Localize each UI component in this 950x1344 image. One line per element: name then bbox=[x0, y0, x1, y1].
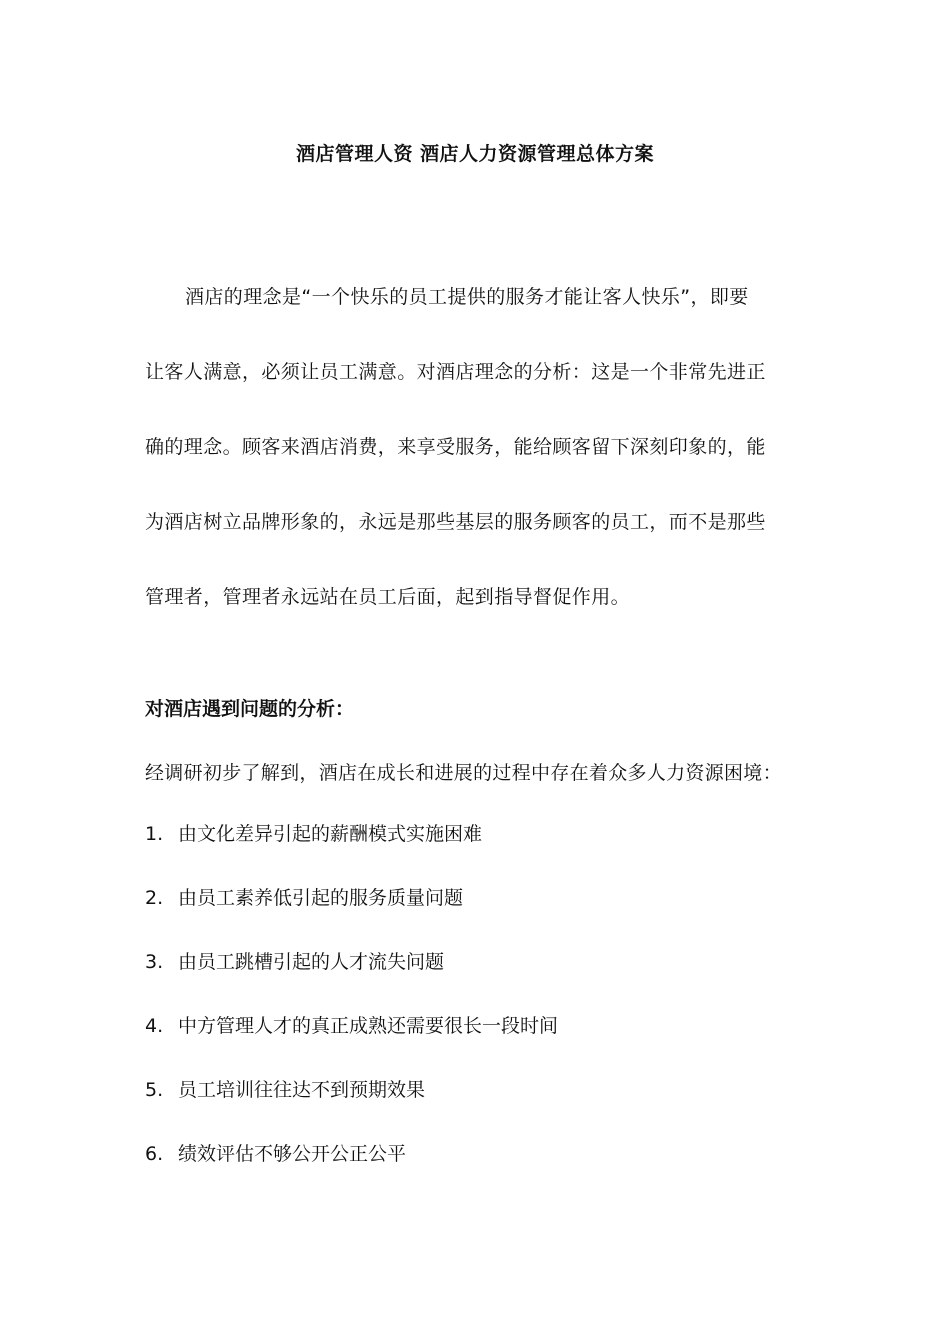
list-item-text: 由文化差异引起的薪酬模式实施困难 bbox=[178, 823, 483, 845]
list-item-number: 3. bbox=[145, 951, 164, 973]
list-item-text: 绩效评估不够公开公正公平 bbox=[178, 1143, 407, 1165]
paragraph-line: 酒店的理念是“一个快乐的员工提供的服务才能让客人快乐”，即要 bbox=[185, 286, 749, 308]
list-item bbox=[145, 820, 558, 884]
list-item bbox=[145, 1012, 558, 1076]
paragraph-line: 让客人满意，必须让员工满意。对酒店理念的分析：这是一个非常先进正 bbox=[145, 361, 766, 383]
list-item-number: 5. bbox=[145, 1079, 164, 1101]
issues-list bbox=[145, 820, 558, 1204]
list-item-number: 2. bbox=[145, 887, 164, 909]
paragraph-line: 为酒店树立品牌形象的，永远是那些基层的服务顾客的员工，而不是那些 bbox=[145, 511, 766, 533]
section-heading: 对酒店遇到问题的分析： bbox=[145, 698, 355, 720]
list-item bbox=[145, 1140, 558, 1204]
list-item-text: 中方管理人才的真正成熟还需要很长一段时间 bbox=[178, 1015, 559, 1037]
list-item bbox=[145, 948, 558, 1012]
list-item-number: 1. bbox=[145, 823, 164, 845]
list-item-number: 4. bbox=[145, 1015, 164, 1037]
list-item-number: 6. bbox=[145, 1143, 164, 1165]
list-item bbox=[145, 1076, 558, 1140]
paragraph-line: 确的理念。顾客来酒店消费，来享受服务，能给顾客留下深刻印象的，能 bbox=[145, 436, 766, 458]
list-item-text: 由员工素养低引起的服务质量问题 bbox=[178, 887, 464, 909]
intro-text: 经调研初步了解到，酒店在成长和进展的过程中存在着众多人力资源困境： bbox=[145, 762, 782, 784]
list-item-text: 员工培训往往达不到预期效果 bbox=[178, 1079, 426, 1101]
document-title: 酒店管理人资 酒店人力资源管理总体方案 bbox=[295, 143, 655, 165]
paragraph-line: 管理者，管理者永远站在员工后面，起到指导督促作用。 bbox=[145, 586, 631, 608]
philosophy-paragraph bbox=[145, 260, 810, 635]
list-item-text: 由员工跳槽引起的人才流失问题 bbox=[178, 951, 445, 973]
list-item bbox=[145, 884, 558, 948]
